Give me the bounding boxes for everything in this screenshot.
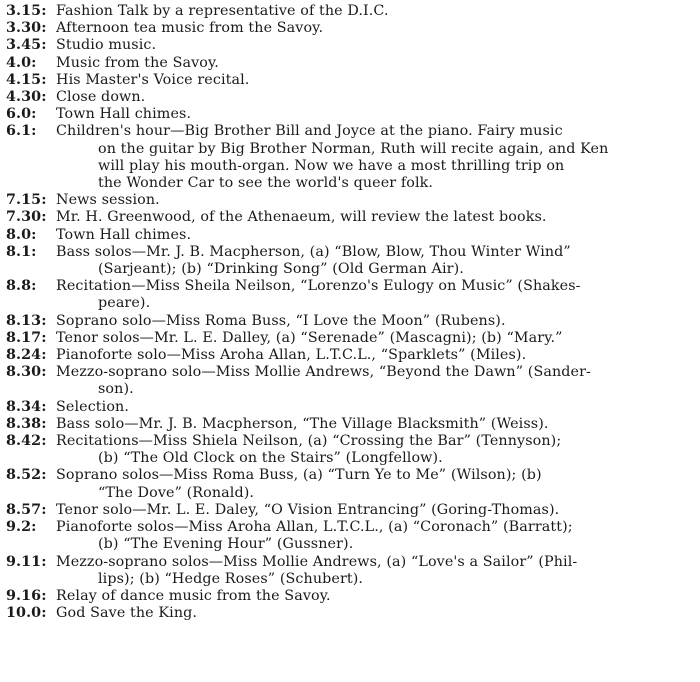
entry-line: God Save the King. xyxy=(56,605,198,622)
entry-time: 8.1: xyxy=(6,243,37,260)
programme-entry xyxy=(6,588,694,605)
programme-entry xyxy=(6,433,694,467)
entry-time: 3.15: xyxy=(6,3,47,19)
entry-line: Close down. xyxy=(56,89,146,106)
entry-continuation-line: (Sarjeant); (b) “Drinking Song” (Old German Air). xyxy=(98,261,464,278)
programme-entry xyxy=(6,364,694,398)
entry-description xyxy=(56,347,694,364)
entry-line: Studio music. xyxy=(56,37,157,54)
entry-description xyxy=(56,278,694,312)
entry-line: Bass solo—Mr. J. B. Macpherson, “The Village Blacksmith” (Weiss). xyxy=(56,415,549,432)
entry-line: Mezzo-soprano solo—Miss Mollie Andrews, “Beyond the Dawn” (Sander- xyxy=(56,364,591,381)
entry-time: 4.0: xyxy=(6,54,37,71)
entry-line: Tenor solo—Mr. L. E. Daley, “O Vision Entrancing” (Goring-Thomas). xyxy=(56,501,560,518)
entry-continuation-line: peare). xyxy=(98,295,151,312)
entry-time: 8.38: xyxy=(6,415,47,432)
entry-continuation-line: (b) “The Evening Hour” (Gussner). xyxy=(98,536,354,553)
entry-continuation-line: (b) “The Old Clock on the Stairs” (Longfellow). xyxy=(98,450,443,467)
entry-line: Soprano solos—Miss Roma Buss, (a) “Turn Ye to Me” (Wilson); (b) xyxy=(56,467,542,484)
entry-description xyxy=(56,192,694,209)
entry-description xyxy=(56,519,694,553)
entry-time: 10.0: xyxy=(6,605,47,622)
programme-entry xyxy=(6,502,694,519)
entry-line: Pianoforte solo—Miss Aroha Allan, L.T.C.L., “Sparklets” (Miles). xyxy=(56,347,527,364)
programme-entry xyxy=(6,313,694,330)
entry-continuation-line: on the guitar by Big Brother Norman, Ruth will recite again, and Ken xyxy=(98,140,609,157)
programme-entry xyxy=(6,72,694,89)
entry-time: 8.8: xyxy=(6,278,37,295)
programme-entry xyxy=(6,467,694,501)
entry-description xyxy=(56,123,694,192)
entry-line: Town Hall chimes. xyxy=(56,226,192,243)
programme-entry xyxy=(6,55,694,72)
entry-time: 3.45: xyxy=(6,37,47,54)
entry-line: Pianoforte solos—Miss Aroha Allan, L.T.C.L., (a) “Coronach” (Barratt); xyxy=(56,519,573,536)
entry-time: 3.30: xyxy=(6,20,47,37)
entry-description xyxy=(56,227,694,244)
entry-continuation-line: lips); (b) “Hedge Roses” (Schubert). xyxy=(98,570,364,587)
entry-continuation-line: will play his mouth-organ. Now we have a most thrilling trip on xyxy=(98,157,565,174)
programme-entry xyxy=(6,227,694,244)
entry-time: 8.13: xyxy=(6,312,47,329)
entry-description xyxy=(56,55,694,72)
entry-time: 8.42: xyxy=(6,433,47,450)
entry-description xyxy=(56,416,694,433)
entry-description xyxy=(56,399,694,416)
programme-entry xyxy=(6,20,694,37)
entry-description xyxy=(56,209,694,226)
programme-entry xyxy=(6,244,694,278)
programme-entry xyxy=(6,89,694,106)
entry-time: 7.15: xyxy=(6,192,47,209)
entry-time: 8.0: xyxy=(6,226,37,243)
programme-entry xyxy=(6,605,694,622)
entry-line: Town Hall chimes. xyxy=(56,106,192,123)
entry-line: Bass solos—Mr. J. B. Macpherson, (a) “Blow, Blow, Thou Winter Wind” xyxy=(56,243,571,260)
entry-description xyxy=(56,106,694,123)
entry-time: 7.30: xyxy=(6,209,47,226)
entry-time: 6.1: xyxy=(6,123,37,140)
programme-entry xyxy=(6,106,694,123)
programme-entry xyxy=(6,416,694,433)
programme-entry xyxy=(6,209,694,226)
entry-description xyxy=(56,554,694,588)
entry-continuation-line: son). xyxy=(98,381,134,398)
entry-time: 9.2: xyxy=(6,519,37,536)
entry-time: 8.57: xyxy=(6,501,47,518)
entry-time: 8.17: xyxy=(6,329,47,346)
entry-line: Afternoon tea music from the Savoy. xyxy=(56,20,324,37)
entry-description xyxy=(56,72,694,89)
entry-description xyxy=(56,433,694,467)
programme-entry xyxy=(6,554,694,588)
entry-line: His Master's Voice recital. xyxy=(56,71,250,88)
entry-description xyxy=(56,244,694,278)
entry-time: 9.11: xyxy=(6,553,47,570)
entry-description xyxy=(56,605,694,622)
entry-line: Soprano solo—Miss Roma Buss, “I Love the Moon” (Rubens). xyxy=(56,312,506,329)
entry-line: Recitations—Miss Shiela Neilson, (a) “Crossing the Bar” (Tennyson); xyxy=(56,433,562,450)
programme-entry xyxy=(6,278,694,312)
entry-line: Fashion Talk by a representative of the D.I.C. xyxy=(56,3,389,19)
entry-time: 6.0: xyxy=(6,106,37,123)
entry-line: Relay of dance music from the Savoy. xyxy=(56,587,331,604)
programme-entry xyxy=(6,519,694,553)
programme-entry xyxy=(6,347,694,364)
entry-description xyxy=(56,588,694,605)
entry-description xyxy=(56,330,694,347)
programme-entry xyxy=(6,192,694,209)
entry-description xyxy=(56,364,694,398)
entry-line: Mr. H. Greenwood, of the Athenaeum, will review the latest books. xyxy=(56,209,547,226)
entry-time: 4.15: xyxy=(6,71,47,88)
entry-description xyxy=(56,20,694,37)
entry-line: Selection. xyxy=(56,398,129,415)
entry-line: Mezzo-soprano solos—Miss Mollie Andrews, (a) “Love's a Sailor” (Phil- xyxy=(56,553,578,570)
entry-line: Children's hour—Big Brother Bill and Joyce at the piano. Fairy music xyxy=(56,123,563,140)
entry-continuation-line: the Wonder Car to see the world's queer folk. xyxy=(98,175,434,192)
programme-entry xyxy=(6,399,694,416)
entry-description xyxy=(56,89,694,106)
programme-entry xyxy=(6,3,694,20)
entry-time: 8.30: xyxy=(6,364,47,381)
entry-time: 8.52: xyxy=(6,467,47,484)
entry-line: Music from the Savoy. xyxy=(56,54,219,71)
entry-line: Tenor solos—Mr. L. E. Dalley, (a) “Serenade” (Mascagni); (b) “Mary.” xyxy=(56,329,563,346)
programme-entry xyxy=(6,123,694,192)
entry-time: 4.30: xyxy=(6,89,47,106)
entry-line: News session. xyxy=(56,192,160,209)
entry-description xyxy=(56,467,694,501)
programme-entry xyxy=(6,330,694,347)
entry-continuation-line: “The Dove” (Ronald). xyxy=(98,484,255,501)
entry-time: 9.16: xyxy=(6,587,47,604)
entry-description xyxy=(56,502,694,519)
entry-time: 8.24: xyxy=(6,347,47,364)
entry-description xyxy=(56,3,694,20)
entry-time: 8.34: xyxy=(6,398,47,415)
entry-line: Recitation—Miss Sheila Neilson, “Lorenzo's Eulogy on Music” (Shakes- xyxy=(56,278,581,295)
entry-description xyxy=(56,313,694,330)
programme-entry xyxy=(6,37,694,54)
entry-description xyxy=(56,37,694,54)
